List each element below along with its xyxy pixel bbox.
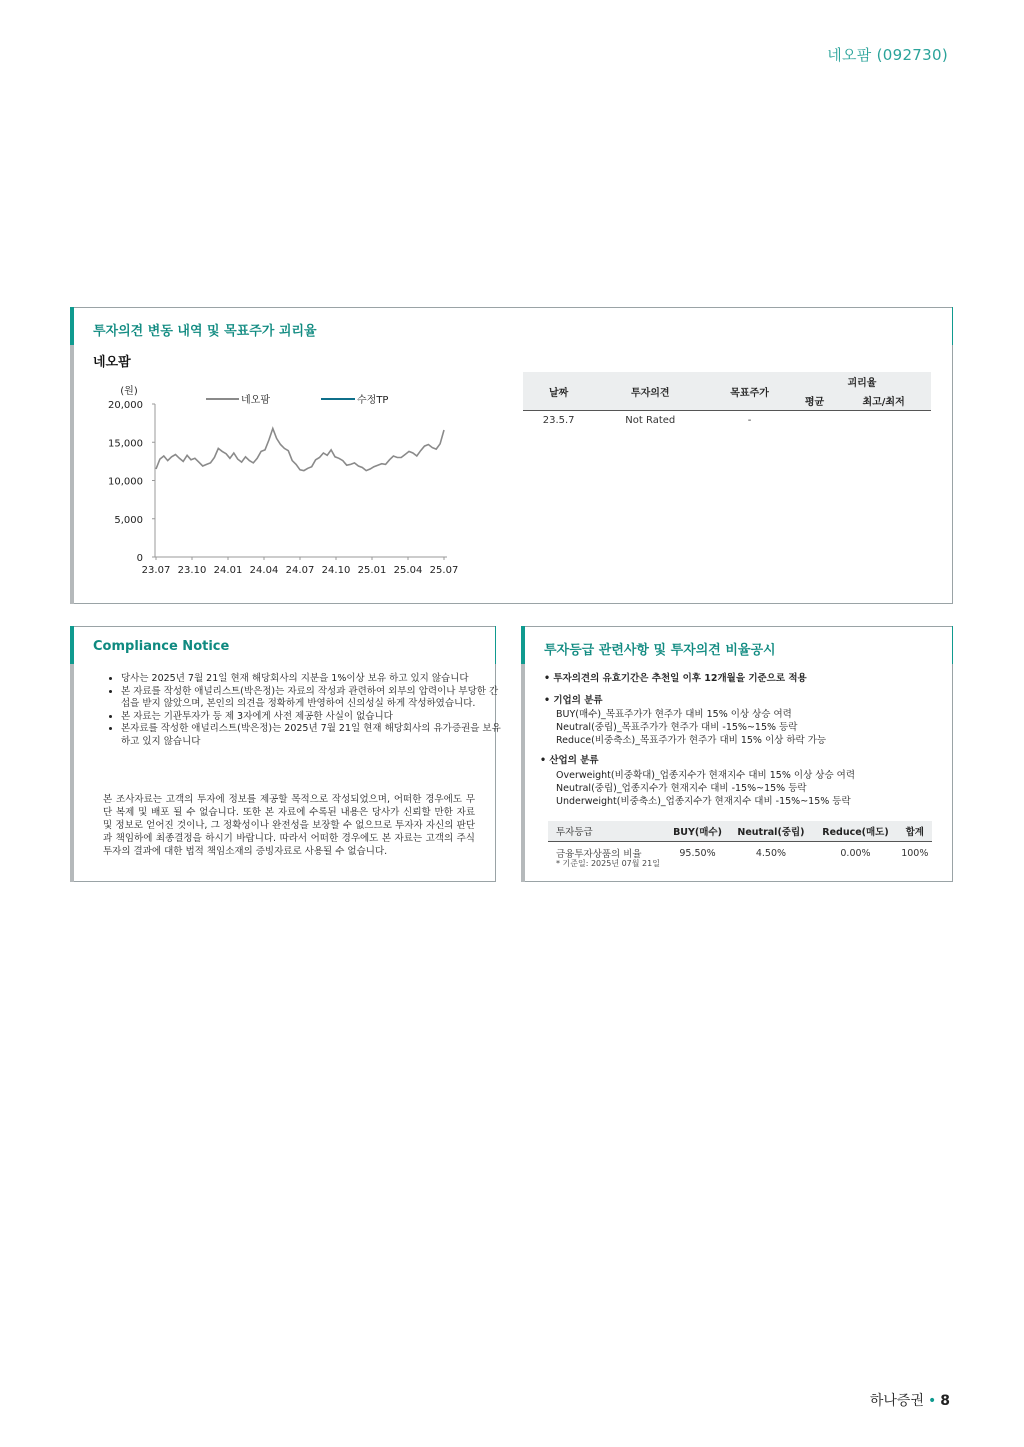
validity-note: • 투자의견의 유효기간은 추천일 이후 12개월을 기준으로 적용 [544,673,807,684]
ratings-title: 투자등급 관련사항 및 투자의견 비율공시 [544,643,776,658]
x-tick-label: 24.10 [321,565,351,576]
th-grade: 투자등급 [548,821,667,842]
opinion-table [523,372,931,430]
list-item: • 본 자료를 작성한 애널리스트(박은정)는 자료의 작성과 관련하여 외부의 압력이나 부당한 간섭을 받지 않았으며, 본인의 의견을 정확하게 반영하여 신의성실 하게 작성하였습니다. [121,686,501,711]
cell-date: 23.5.7 [542,415,575,426]
x-tick-label: 24.01 [213,565,243,576]
th-avg: 평균 [793,391,836,411]
ind-class-overweight: Overweight(비중확대)_업종지수가 현재지수 대비 15% 이상 상승 여력 [556,770,855,781]
corp-class-neutral: Neutral(중립)_목표주가가 현주가 대비 -15%~15% 등락 [556,722,798,733]
ind-class-underweight: Underweight(비중축소)_업종지수가 현재지수 대비 -15%~15% 등락 [556,796,851,807]
cell-highlow [836,411,931,431]
table-row [523,411,931,431]
legend-label-tp: 수정TP [357,395,389,406]
header-company-code: 네오팜 (092730) [827,46,948,64]
legend-label-price: 네오팜 [241,395,270,406]
th-opinion: 투자의견 [594,372,706,411]
cell-avg [793,411,836,431]
y-tick-label: 20,000 [108,400,143,411]
y-tick-label: 0 [136,553,143,564]
compliance-disclaimer: 본 조사자료는 고객의 투자에 정보를 제공할 목적으로 작성되었으며, 어떠한 경우에도 무단 복제 및 배포 될 수 없습니다. 또한 본 자료에 수록된 내용은 당사가 신뢰할 만한 자료 및 정보로 얻어진 것이나, 그 정확성이나 완전성을 보장할 수 없으므로 투자자 자신의 판단과 책임하에 최종결정을 하시기 바랍니다. 따라서 어떠한 경우에도 본 자료는 고객의 주식투자의 결과에 대한 법적 책임소재의 증빙자료로 사용될 수 없습니다. [103,794,475,857]
compliance-bullets [107,673,501,748]
th-buy: BUY(매수) [667,821,729,842]
y-unit-label: (원) [120,386,138,397]
ind-class-neutral: Neutral(중립)_업종지수가 현재지수 대비 -15%~15% 등락 [556,783,807,794]
series-line-price [156,429,444,471]
ratio-footnote: * 기준일: 2025년 07월 21일 [556,859,660,868]
y-tick-label: 5,000 [114,514,143,526]
list-item: • 본 자료는 기관투자가 등 제 3자에게 사전 제공한 사실이 없습니다 [121,711,501,724]
page-footer [870,1390,950,1410]
y-tick-label: 15,000 [108,438,143,450]
th-target: 목표주가 [706,372,793,411]
cell-total: 100% [901,847,929,859]
th-reduce: Reduce(매도) [813,821,897,842]
page-number: 8 [940,1393,950,1409]
x-tick-label: 23.07 [141,565,171,576]
corp-class-reduce: Reduce(비중축소)_목표주가가 현주가 대비 15% 이상 하락 가능 [556,735,827,746]
th-gap: 괴리율 [793,372,931,391]
cell-reduce: 0.00% [840,847,871,859]
list-item: • 당사는 2025년 7월 21일 현재 해당회사의 지분을 1%이상 보유 하고 있지 않습니다 [121,673,501,686]
x-tick-label: 25.01 [357,565,387,576]
footer-brand: 하나증권 [869,1393,924,1409]
chart-legend [206,393,388,406]
x-tick-label: 25.04 [393,565,423,576]
list-item: • 본자료를 작성한 애널리스트(박은정)는 2025년 7월 21일 현재 해당회사의 유가증권을 보유하고 있지 않습니다 [121,723,501,748]
x-tick-label: 25.07 [429,565,459,576]
opinion-history-title: 투자의견 변동 내역 및 목표주가 괴리율 [93,324,317,339]
compliance-title: Compliance Notice [93,639,230,654]
x-tick-label: 24.07 [285,565,315,576]
compliance-panel [70,626,501,882]
footer-separator: • [927,1393,937,1409]
cell-neutral: 4.50% [755,847,787,859]
th-total: 합계 [898,821,932,842]
stock-price-chart [99,380,459,590]
x-tick-label: 24.04 [249,565,279,576]
x-tick-label: 23.10 [177,565,207,576]
company-subtitle: 네오팜 [93,355,131,370]
cell-buy: 95.50% [679,847,716,859]
th-date: 날짜 [523,372,594,411]
cell-target: - [747,415,752,426]
th-highlow: 최고/최저 [836,391,931,411]
corp-class-heading: • 기업의 분류 [544,695,603,706]
opinion-history-panel [70,307,953,604]
th-neutral: Neutral(중립) [728,821,813,842]
cell-row-label: 금융투자상품의 비율 [556,849,642,860]
ind-class-heading: • 산업의 분류 [540,755,599,766]
ratings-panel [521,626,953,882]
y-tick-label: 10,000 [108,476,143,488]
corp-class-buy: BUY(매수)_목표주가가 현주가 대비 15% 이상 상승 여력 [556,709,792,720]
cell-opinion: Not Rated [625,415,676,426]
